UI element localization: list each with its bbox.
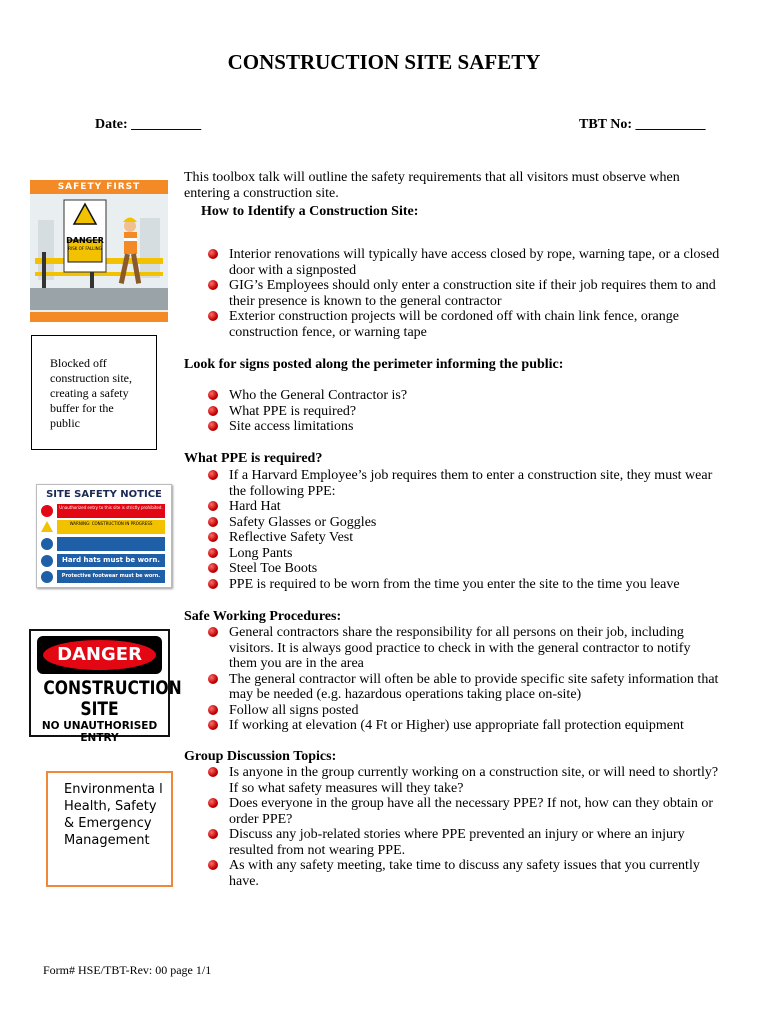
site-safety-notice-sign: [36, 484, 172, 588]
ppe-list: [206, 468, 721, 592]
danger-construction-site-sign: [29, 629, 182, 744]
tbt-number-field: TBT No: __________: [579, 117, 706, 132]
list-item: The general contractor will often be able to provide specific site safety information that may be needed (e.g. hazardous operations taking place on-site): [206, 672, 721, 703]
image-caption: Blocked off construction site, creating a safety buffer for the public: [31, 335, 157, 450]
safety-first-banner: SAFETY FIRST: [30, 180, 168, 194]
list-item: GIG’s Employees should only enter a construction site if their job requires them to and their presence is known to the general contractor: [206, 278, 721, 309]
ppe-heading: What PPE is required?: [184, 451, 323, 466]
bullet-icon: [208, 501, 218, 511]
department-label: Environmenta l Health, Safety & Emergency Management: [46, 771, 173, 887]
list-item: Is anyone in the group currently working on a construction site, or will need to shortly? If so what safety measures will they take?: [206, 765, 721, 796]
list-item: If a Harvard Employee’s job requires them to enter a construction site, they must wear the following PPE:: [206, 468, 721, 499]
list-item: Long Pants: [206, 546, 721, 562]
list-item: Interior renovations will typically have access closed by rope, warning tape, or a closed door with a signposted: [206, 247, 721, 278]
list-item: What PPE is required?: [206, 404, 721, 420]
bullet-icon: [208, 674, 218, 684]
safety-first-illustration: [30, 180, 168, 322]
form-footer: Form# HSE/TBT-Rev: 00 page 1/1: [43, 963, 212, 977]
danger-oval: [37, 636, 162, 674]
bullet-icon: [208, 798, 218, 808]
bullet-icon: [208, 860, 218, 870]
list-item: Does everyone in the group have all the necessary PPE? If not, how can they obtain or order PPE?: [206, 796, 721, 827]
list-item: Safety Glasses or Goggles: [206, 515, 721, 531]
sign-line-no-entry: NO UNAUTHORISED ENTRY: [41, 720, 158, 744]
bullet-icon: [208, 517, 218, 527]
list-item: Exterior construction projects will be cordoned off with chain link fence, orange construction fence, or warning tape: [206, 309, 721, 340]
bullet-icon: [208, 563, 218, 573]
signs-heading: Look for signs posted along the perimeter informing the public:: [184, 357, 564, 372]
boot-icon: [41, 571, 53, 583]
notice-row-prohibited: Unauthorized entry to this site is strictly prohibited.: [57, 504, 165, 518]
no-entry-icon: [41, 505, 53, 517]
notice-title: SITE SAFETY NOTICE: [46, 489, 162, 500]
illustration-footer-bar: [30, 312, 168, 322]
list-item: Who the General Contractor is?: [206, 388, 721, 404]
bullet-icon: [208, 280, 218, 290]
sign-line-construction: CONSTRUCTION: [43, 677, 182, 699]
identify-heading: How to Identify a Construction Site:: [201, 204, 419, 219]
notice-row-footwear: Protective footwear must be worn.: [57, 570, 165, 583]
danger-label: DANGER: [66, 236, 104, 245]
intro-text: This toolbox talk will outline the safety requirements that all visitors must observe when entering a construction site.: [184, 170, 680, 201]
list-item: Discuss any job-related stories where PPE prevented an injury or where an injury resulted from not wearing PPE.: [206, 827, 721, 858]
sign-line-site: SITE: [80, 698, 119, 720]
discussion-heading: Group Discussion Topics:: [184, 749, 337, 764]
danger-header: DANGER: [43, 640, 156, 670]
hard-hat-icon: [41, 555, 53, 567]
bullet-icon: [208, 548, 218, 558]
bullet-icon: [208, 406, 218, 416]
bullet-icon: [208, 390, 218, 400]
list-item: Follow all signs posted: [206, 703, 721, 719]
discussion-list: [206, 765, 721, 889]
date-field: Date: __________: [95, 117, 202, 132]
list-item: Steel Toe Boots: [206, 561, 721, 577]
bullet-icon: [208, 705, 218, 715]
bullet-icon: [208, 532, 218, 542]
page-title: CONSTRUCTION SITE SAFETY: [227, 50, 541, 74]
bullet-icon: [208, 829, 218, 839]
list-item: If working at elevation (4 Ft or Higher) use appropriate fall protection equipment: [206, 718, 721, 734]
bullet-icon: [208, 579, 218, 589]
info-icon: [41, 538, 53, 550]
list-item: PPE is required to be worn from the time you enter the site to the time you leave: [206, 577, 721, 593]
bullet-icon: [208, 421, 218, 431]
list-item: Hard Hat: [206, 499, 721, 515]
list-item: Site access limitations: [206, 419, 721, 435]
bullet-icon: [208, 470, 218, 480]
notice-row-hard-hats: Hard hats must be worn.: [57, 554, 165, 567]
identify-list: [206, 247, 721, 340]
bullet-icon: [208, 311, 218, 321]
bullet-icon: [208, 249, 218, 259]
procedures-heading: Safe Working Procedures:: [184, 609, 342, 624]
list-item: General contractors share the responsibility for all persons on their job, including visitors. It is always good practice to check in with the general contractor to notify them you are in the area: [206, 625, 721, 672]
procedures-list: [206, 625, 721, 734]
bullet-icon: [208, 767, 218, 777]
signs-list: [206, 388, 721, 435]
notice-row-info: [57, 537, 165, 551]
bullet-icon: [208, 627, 218, 637]
risk-label: RISK OF FALLING: [68, 246, 102, 251]
bullet-icon: [208, 720, 218, 730]
notice-row-warning: WARNING: CONSTRUCTION IN PROGRESS: [57, 520, 165, 534]
warning-icon: [41, 521, 53, 532]
list-item: As with any safety meeting, take time to discuss any safety issues that you currently have.: [206, 858, 721, 889]
list-item: Reflective Safety Vest: [206, 530, 721, 546]
construction-worker-icon: [30, 180, 168, 322]
